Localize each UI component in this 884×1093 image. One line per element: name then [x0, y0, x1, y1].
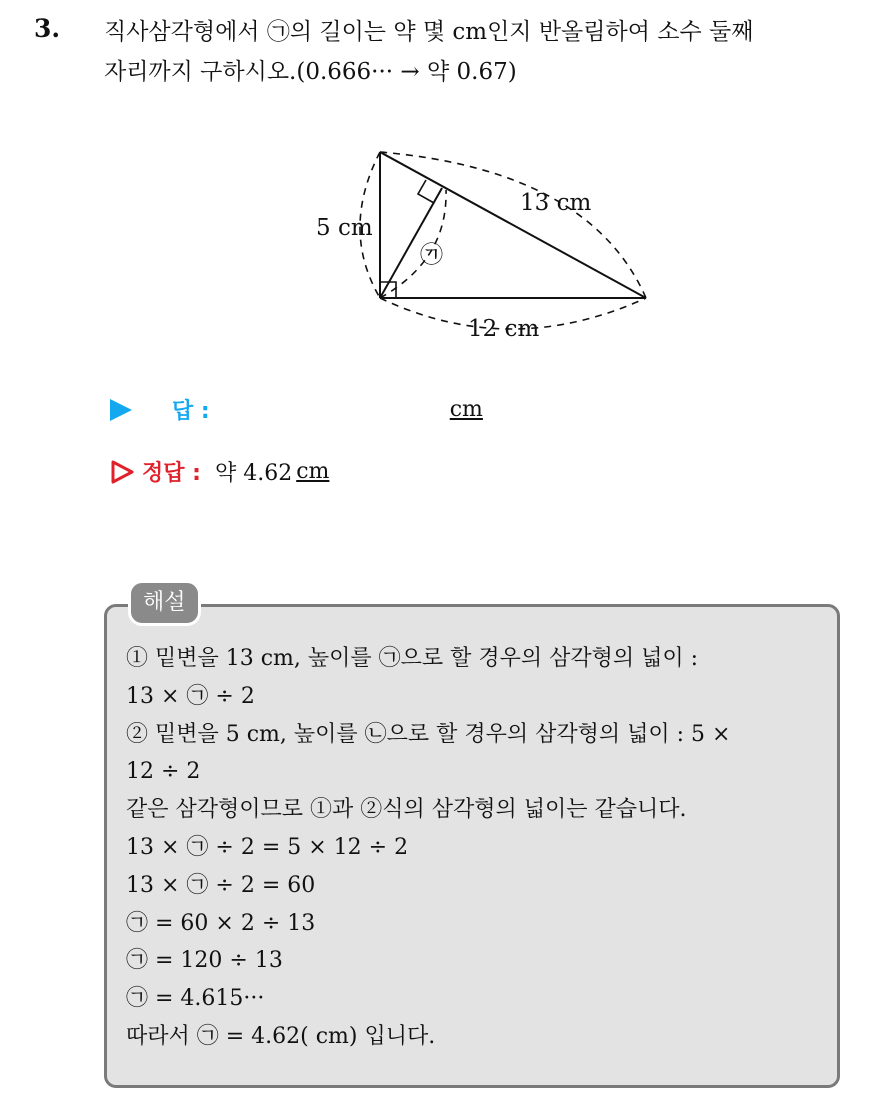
solution-label: 정답 :	[142, 461, 201, 486]
answer-unit: cm	[449, 397, 483, 422]
label-left-side: 5 cm	[316, 215, 373, 241]
explanation-line: 같은 삼각형이므로 ①과 ②식의 삼각형의 넓이는 같습니다.	[126, 797, 687, 823]
question-number: 3.	[34, 14, 61, 43]
right-angle-mark-altitude	[418, 180, 434, 203]
answer-row	[110, 394, 483, 425]
explanation-lines	[126, 640, 826, 1056]
solution-unit: cm	[296, 459, 330, 484]
explanation-line: ㉠ = 4.615···	[126, 986, 265, 1012]
play-triangle-icon	[110, 399, 132, 421]
explanation-line: ㉠ = 120 ÷ 13	[126, 948, 283, 974]
explanation-line: 13 × ㉠ ÷ 2 = 5 × 12 ÷ 2	[126, 834, 409, 860]
explanation-line: ㉠ = 60 × 2 ÷ 13	[126, 910, 316, 936]
triangle-figure	[300, 140, 680, 360]
explanation-line: 따라서 ㉠ = 4.62( cm) 입니다.	[126, 1023, 436, 1049]
side-hypotenuse	[380, 152, 646, 298]
label-bottom-side: 12 cm	[468, 316, 540, 342]
label-altitude: ㉠	[420, 242, 443, 268]
explanation-line: 13 × ㉠ ÷ 2	[126, 683, 255, 709]
outline-triangle-icon	[110, 460, 134, 484]
question-text-line-2: 자리까지 구하시오.(0.666··· → 약 0.67)	[104, 59, 517, 85]
explanation-line: ① 밑변을 13 cm, 높이를 ㉠으로 할 경우의 삼각형의 넓이 :	[126, 646, 699, 671]
explanation-line: ② 밑변을 5 cm, 높이를 ㉡으로 할 경우의 삼각형의 넓이 : 5 ×	[126, 721, 731, 747]
answer-label: 답 :	[172, 399, 210, 424]
explanation-tab: 해설	[128, 580, 201, 626]
solution-row	[110, 456, 329, 487]
label-hypotenuse: 13 cm	[520, 190, 592, 216]
explanation-line: 12 ÷ 2	[126, 759, 201, 785]
question-text-line-1: 직사삼각형에서 ㉠의 길이는 약 몇 cm인지 반올림하여 소수 둘째	[104, 19, 754, 45]
solution-value: 약 4.62	[214, 461, 293, 486]
explanation-line: 13 × ㉠ ÷ 2 = 60	[126, 872, 316, 898]
question-text	[104, 12, 864, 92]
